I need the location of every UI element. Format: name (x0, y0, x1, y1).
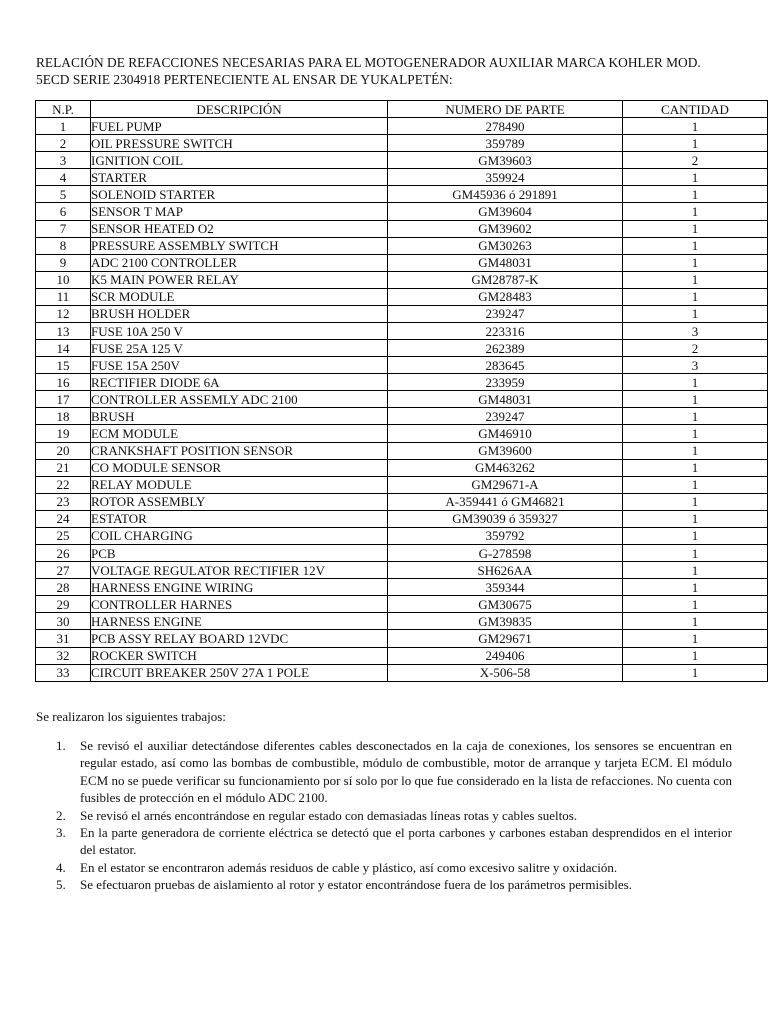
work-item-text: Se revisó el auxiliar detectándose diferentes cables desconectados en la caja de conexiones, los sensores se encuentran en regular estado, así como las bombas de combustible, módulo de combustible, motor de arranque y tarjeta ECM. El módulo ECM no se puede verificar su funcionamiento por sí solo por lo que fue considerado en la lista de refacciones. No cuenta con fusibles de protección en el módulo ADC 2100. (80, 738, 732, 806)
cell-description: CRANKSHAFT POSITION SENSOR (91, 442, 388, 459)
cell-part-number: GM39603 (388, 152, 623, 169)
work-item (36, 807, 732, 824)
cell-np: 30 (36, 613, 91, 630)
work-intro: Se realizaron los siguientes trabajos: (36, 709, 226, 724)
table-row (36, 340, 768, 357)
cell-description: PCB (91, 545, 388, 562)
cell-quantity: 1 (623, 135, 768, 152)
header-description: DESCRIPCIÓN (91, 101, 388, 118)
cell-description: PCB ASSY RELAY BOARD 12VDC (91, 630, 388, 647)
cell-quantity: 1 (623, 562, 768, 579)
table-row (36, 357, 768, 374)
cell-quantity: 1 (623, 118, 768, 135)
cell-quantity: 1 (623, 545, 768, 562)
cell-quantity: 3 (623, 323, 768, 340)
work-item-text: Se revisó el arnés encontrándose en regular estado con demasiadas líneas rotas y cables sueltos. (80, 807, 578, 823)
cell-np: 15 (36, 357, 91, 374)
cell-description: CO MODULE SENSOR (91, 459, 388, 476)
table-row (36, 169, 768, 186)
cell-quantity: 1 (623, 169, 768, 186)
cell-description: FUEL PUMP (91, 118, 388, 135)
cell-quantity: 2 (623, 340, 768, 357)
cell-np: 26 (36, 545, 91, 562)
table-row (36, 493, 768, 510)
work-item-number: 3. (56, 825, 66, 841)
cell-part-number: 359789 (388, 135, 623, 152)
table-row (36, 305, 768, 322)
cell-np: 5 (36, 186, 91, 203)
header-quantity: CANTIDAD (623, 101, 768, 118)
cell-part-number: 239247 (388, 305, 623, 322)
cell-description: CONTROLLER ASSEMLY ADC 2100 (91, 391, 388, 408)
cell-quantity: 2 (623, 152, 768, 169)
table-row (36, 510, 768, 527)
work-item-number: 5. (56, 877, 66, 893)
cell-description: RECTIFIER DIODE 6A (91, 374, 388, 391)
cell-quantity: 1 (623, 613, 768, 630)
cell-description: STARTER (91, 169, 388, 186)
cell-np: 10 (36, 271, 91, 288)
cell-quantity: 1 (623, 374, 768, 391)
cell-description: SENSOR T MAP (91, 203, 388, 220)
cell-quantity: 1 (623, 527, 768, 544)
cell-quantity: 1 (623, 288, 768, 305)
work-item-number: 2. (56, 807, 66, 823)
cell-np: 18 (36, 408, 91, 425)
table-row (36, 630, 768, 647)
cell-part-number: GM28787-K (388, 271, 623, 288)
cell-np: 12 (36, 305, 91, 322)
table-row (36, 459, 768, 476)
cell-part-number: 233959 (388, 374, 623, 391)
cell-part-number: 249406 (388, 647, 623, 664)
cell-np: 20 (36, 442, 91, 459)
cell-part-number: 283645 (388, 357, 623, 374)
table-row (36, 527, 768, 544)
cell-np: 33 (36, 664, 91, 681)
cell-description: FUSE 10A 250 V (91, 323, 388, 340)
cell-part-number: 359924 (388, 169, 623, 186)
cell-part-number: GM39602 (388, 220, 623, 237)
cell-description: PRESSURE ASSEMBLY SWITCH (91, 237, 388, 254)
work-item-number: 4. (56, 859, 66, 875)
cell-np: 25 (36, 527, 91, 544)
table-row (36, 613, 768, 630)
header-part-number: NUMERO DE PARTE (388, 101, 623, 118)
cell-part-number: GM29671 (388, 630, 623, 647)
table-row (36, 374, 768, 391)
cell-np: 21 (36, 459, 91, 476)
cell-quantity: 1 (623, 459, 768, 476)
cell-description: RELAY MODULE (91, 476, 388, 493)
cell-np: 27 (36, 562, 91, 579)
cell-np: 23 (36, 493, 91, 510)
table-row (36, 408, 768, 425)
cell-description: OIL PRESSURE SWITCH (91, 135, 388, 152)
cell-np: 19 (36, 425, 91, 442)
table-row (36, 323, 768, 340)
table-row (36, 254, 768, 271)
table-header-row (36, 101, 768, 118)
cell-part-number: GM48031 (388, 254, 623, 271)
cell-description: HARNESS ENGINE WIRING (91, 579, 388, 596)
cell-quantity: 1 (623, 203, 768, 220)
parts-table (35, 100, 768, 682)
cell-np: 29 (36, 596, 91, 613)
cell-quantity: 1 (623, 476, 768, 493)
cell-quantity: 1 (623, 647, 768, 664)
cell-np: 6 (36, 203, 91, 220)
document-title-line-1: RELACIÓN DE REFACCIONES NECESARIAS PARA EL MOTOGENERADOR AUXILIAR MARCA KOHLER MOD. (36, 55, 701, 70)
cell-np: 3 (36, 152, 91, 169)
cell-np: 4 (36, 169, 91, 186)
table-row (36, 186, 768, 203)
cell-part-number: 359792 (388, 527, 623, 544)
cell-description: SCR MODULE (91, 288, 388, 305)
cell-part-number: GM30675 (388, 596, 623, 613)
cell-description: HARNESS ENGINE (91, 613, 388, 630)
work-list (36, 737, 732, 894)
cell-np: 28 (36, 579, 91, 596)
cell-part-number: A-359441 ó GM46821 (388, 493, 623, 510)
cell-part-number: GM28483 (388, 288, 623, 305)
cell-np: 16 (36, 374, 91, 391)
cell-part-number: SH626AA (388, 562, 623, 579)
table-row (36, 664, 768, 681)
cell-description: BRUSH HOLDER (91, 305, 388, 322)
cell-np: 32 (36, 647, 91, 664)
cell-part-number: 359344 (388, 579, 623, 596)
cell-np: 9 (36, 254, 91, 271)
cell-quantity: 1 (623, 493, 768, 510)
cell-quantity: 1 (623, 391, 768, 408)
cell-quantity: 3 (623, 357, 768, 374)
cell-description: COIL CHARGING (91, 527, 388, 544)
cell-description: IGNITION COIL (91, 152, 388, 169)
cell-quantity: 1 (623, 425, 768, 442)
cell-np: 14 (36, 340, 91, 357)
table-row (36, 288, 768, 305)
table-row (36, 647, 768, 664)
cell-part-number: GM45936 ó 291891 (388, 186, 623, 203)
cell-quantity: 1 (623, 237, 768, 254)
cell-np: 24 (36, 510, 91, 527)
cell-quantity: 1 (623, 305, 768, 322)
cell-description: SOLENOID STARTER (91, 186, 388, 203)
cell-part-number: GM463262 (388, 459, 623, 476)
cell-quantity: 1 (623, 271, 768, 288)
table-row (36, 152, 768, 169)
cell-quantity: 1 (623, 630, 768, 647)
cell-part-number: 223316 (388, 323, 623, 340)
cell-part-number: GM39835 (388, 613, 623, 630)
document-title-line-2: 5ECD SERIE 2304918 PERTENECIENTE AL ENSAR DE YUKALPETÉN: (36, 72, 453, 87)
cell-description: ADC 2100 CONTROLLER (91, 254, 388, 271)
cell-quantity: 1 (623, 408, 768, 425)
cell-description: FUSE 15A 250V (91, 357, 388, 374)
table-row (36, 545, 768, 562)
cell-description: CIRCUIT BREAKER 250V 27A 1 POLE (91, 664, 388, 681)
cell-quantity: 1 (623, 664, 768, 681)
cell-part-number: X-506-58 (388, 664, 623, 681)
cell-np: 11 (36, 288, 91, 305)
cell-part-number: 239247 (388, 408, 623, 425)
cell-description: BRUSH (91, 408, 388, 425)
cell-part-number: GM39604 (388, 203, 623, 220)
work-item-text: Se efectuaron pruebas de aislamiento al rotor y estator encontrándose fuera de los parámetros permisibles. (80, 877, 632, 893)
table-row (36, 237, 768, 254)
cell-quantity: 1 (623, 220, 768, 237)
cell-description: ESTATOR (91, 510, 388, 527)
cell-part-number: 278490 (388, 118, 623, 135)
table-row (36, 562, 768, 579)
table-row (36, 476, 768, 493)
document-title (36, 54, 734, 88)
cell-np: 13 (36, 323, 91, 340)
cell-quantity: 1 (623, 442, 768, 459)
work-item (36, 737, 732, 807)
cell-description: ROCKER SWITCH (91, 647, 388, 664)
parts-table-body (36, 118, 768, 682)
cell-description: SENSOR HEATED O2 (91, 220, 388, 237)
cell-description: ROTOR ASSEMBLY (91, 493, 388, 510)
cell-part-number: G-278598 (388, 545, 623, 562)
table-row (36, 442, 768, 459)
cell-part-number: GM48031 (388, 391, 623, 408)
cell-np: 31 (36, 630, 91, 647)
table-row (36, 203, 768, 220)
table-row (36, 135, 768, 152)
cell-quantity: 1 (623, 510, 768, 527)
cell-quantity: 1 (623, 254, 768, 271)
header-np: N.P. (36, 101, 91, 118)
table-row (36, 596, 768, 613)
work-item-number: 1. (56, 738, 66, 753)
table-row (36, 425, 768, 442)
table-row (36, 118, 768, 135)
cell-description: VOLTAGE REGULATOR RECTIFIER 12V (91, 562, 388, 579)
table-row (36, 579, 768, 596)
cell-np: 2 (36, 135, 91, 152)
cell-quantity: 1 (623, 579, 768, 596)
table-row (36, 271, 768, 288)
work-item (36, 859, 732, 876)
table-row (36, 220, 768, 237)
cell-description: K5 MAIN POWER RELAY (91, 271, 388, 288)
cell-np: 7 (36, 220, 91, 237)
work-item-text: En el estator se encontraron además residuos de cable y plástico, así como excesivo salitre y oxidación. (80, 859, 618, 875)
cell-part-number: GM46910 (388, 425, 623, 442)
table-row (36, 391, 768, 408)
cell-description: FUSE 25A 125 V (91, 340, 388, 357)
cell-quantity: 1 (623, 596, 768, 613)
cell-np: 22 (36, 476, 91, 493)
cell-description: CONTROLLER HARNES (91, 596, 388, 613)
cell-part-number: GM30263 (388, 237, 623, 254)
cell-np: 1 (36, 118, 91, 135)
cell-description: ECM MODULE (91, 425, 388, 442)
cell-part-number: GM39039 ó 359327 (388, 510, 623, 527)
cell-np: 17 (36, 391, 91, 408)
cell-part-number: 262389 (388, 340, 623, 357)
cell-quantity: 1 (623, 186, 768, 203)
work-item (36, 876, 732, 893)
work-item (36, 824, 732, 859)
cell-np: 8 (36, 237, 91, 254)
cell-part-number: GM29671-A (388, 476, 623, 493)
work-item-text: En la parte generadora de corriente eléctrica se detectó que el porta carbones y carbones estaban desprendidos en el interior del estator. (80, 825, 732, 858)
cell-part-number: GM39600 (388, 442, 623, 459)
